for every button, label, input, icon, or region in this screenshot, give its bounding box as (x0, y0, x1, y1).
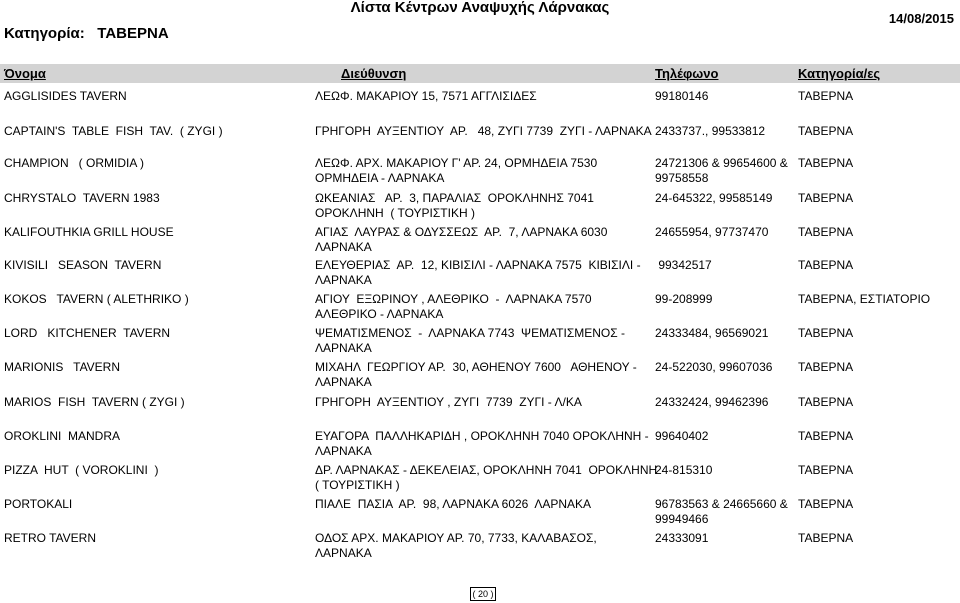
row-phone: 24655954, 97737470 (655, 225, 769, 239)
row-category: ΤΑΒΕΡΝΑ (798, 225, 854, 239)
column-header-bar (0, 64, 960, 83)
row-name: KALIFOUTHKIA GRILL HOUSE (4, 225, 174, 239)
row-name: PORTOKALI (4, 497, 73, 511)
row-name: OROKLINI MANDRA (4, 429, 121, 443)
report-title: Λίστα Κέντρων Αναψυχής Λάρνακας (350, 0, 610, 16)
column-header-address: Διεύθυνση (341, 66, 407, 81)
row-name: KIVISILI SEASON TAVERN (4, 258, 162, 272)
row-address: ΕΥΑΓΟΡΑ ΠΑΛΛΗΚΑΡΙΔΗ , ΟΡΟΚΛΗΝΗ 7040 ΟΡΟΚΛΗΝΗ - ΛΑΡΝΑΚΑ (315, 429, 649, 458)
row-phone: 24721306 & 99654600 & 99758558 (655, 156, 788, 185)
report-date: 14/08/2015 (888, 11, 954, 26)
row-address: ΨΕΜΑΤΙΣΜΕΝΟΣ - ΛΑΡΝΑΚΑ 7743 ΨΕΜΑΤΙΣΜΕΝΟΣ - ΛΑΡΝΑΚΑ (315, 326, 626, 355)
row-phone: 96783563 & 24665660 & 99949466 (655, 497, 788, 526)
row-address: ΓΡΗΓΟΡΗ ΑΥΞΕΝΤΙΟΥ , ΖΥΓΙ 7739 ΖΥΓΙ - Λ/ΚΑ (315, 395, 582, 409)
row-name: CAPTAIN'S TABLE FISH TAV. ( ZYGI ) (4, 124, 223, 138)
category-value: ΤΑΒΕΡΝΑ (97, 25, 169, 42)
row-name: RETRO TAVERN (4, 531, 97, 545)
column-header-category: Κατηγορία/ες (798, 66, 881, 81)
row-category: ΤΑΒΕΡΝΑ (798, 326, 854, 340)
row-category: ΤΑΒΕΡΝΑ (798, 156, 854, 170)
row-phone: 2433737., 99533812 (655, 124, 766, 138)
row-category: ΤΑΒΕΡΝΑ (798, 191, 854, 205)
row-category: ΤΑΒΕΡΝΑ (798, 463, 854, 477)
row-category: ΤΑΒΕΡΝΑ, ΕΣΤΙΑΤΟΡΙΟ (798, 292, 931, 306)
row-category: ΤΑΒΕΡΝΑ (798, 124, 854, 138)
row-category: ΤΑΒΕΡΝΑ (798, 395, 854, 409)
row-category: ΤΑΒΕΡΝΑ (798, 360, 854, 374)
category-label: Κατηγορία: (4, 25, 85, 42)
row-phone: 99342517 (655, 258, 712, 272)
row-category: ΤΑΒΕΡΝΑ (798, 497, 854, 511)
column-header-name: Όνομα (4, 66, 46, 81)
row-category: ΤΑΒΕΡΝΑ (798, 531, 854, 545)
row-address: ΜΙΧΑΗΛ ΓΕΩΡΓΙΟΥ ΑΡ. 30, ΑΘΗΕΝΟΥ 7600 ΑΘΗΕΝΟΥ - ΛΑΡΝΑΚΑ (315, 360, 637, 389)
row-address: ΛΕΩΦ. ΑΡΧ. ΜΑΚΑΡΙΟΥ Γ' ΑΡ. 24, ΟΡΜΗΔΕΙΑ 7530 ΟΡΜΗΔΕΙΑ - ΛΑΡΝΑΚΑ (315, 156, 598, 185)
row-phone: 24333484, 96569021 (655, 326, 769, 340)
row-address: ΓΡΗΓΟΡΗ ΑΥΞΕΝΤΙΟΥ ΑΡ. 48, ΖΥΓΙ 7739 ΖΥΓΙ - ΛΑΡΝΑΚΑ (315, 124, 652, 138)
row-category: ΤΑΒΕΡΝΑ (798, 429, 854, 443)
row-address: ΛΕΩΦ. ΜΑΚΑΡΙΟΥ 15, 7571 ΑΓΓΛΙΣΙΔΕΣ (315, 89, 537, 103)
row-phone: 24-522030, 99607036 (655, 360, 773, 374)
row-phone: 99640402 (655, 429, 709, 443)
row-phone: 24333091 (655, 531, 709, 545)
page-number: ( 20 ) (470, 587, 496, 601)
row-address: ΔΡ. ΛΑΡΝΑΚΑΣ - ΔΕΚΕΛΕΙΑΣ, ΟΡΟΚΛΗΝΗ 7041 ΟΡΟΚΛΗΝΗ ( ΤΟΥΡΙΣΤΙΚΗ ) (315, 463, 658, 492)
row-address: ΑΓΙΟΥ ΕΞΩΡΙΝΟΥ , ΑΛΕΘΡΙΚΟ - ΛΑΡΝΑΚΑ 7570 ΑΛΕΘΡΙΚΟ - ΛΑΡΝΑΚΑ (315, 292, 592, 321)
row-phone: 99180146 (655, 89, 709, 103)
row-name: CHRYSTALO TAVERN 1983 (4, 191, 160, 205)
row-phone: 24-645322, 99585149 (655, 191, 773, 205)
column-header-phone: Τηλέφωνο (655, 66, 719, 81)
row-address: ΕΛΕΥΘΕΡΙΑΣ ΑΡ. 12, ΚΙΒΙΣΙΛΙ - ΛΑΡΝΑΚΑ 7575 ΚΙΒΙΣΙΛΙ - ΛΑΡΝΑΚΑ (315, 258, 641, 287)
row-phone: 99-208999 (655, 292, 713, 306)
row-phone: 24-815310 (655, 463, 713, 477)
row-phone: 24332424, 99462396 (655, 395, 769, 409)
row-category: ΤΑΒΕΡΝΑ (798, 89, 854, 103)
row-address: ΟΔΟΣ ΑΡΧ. ΜΑΚΑΡΙΟΥ ΑΡ. 70, 7733, ΚΑΛΑΒΑΣΟΣ, ΛΑΡΝΑΚΑ (315, 531, 597, 560)
category-filter-line (4, 25, 169, 42)
row-name: MARIONIS TAVERN (4, 360, 121, 374)
row-category: ΤΑΒΕΡΝΑ (798, 258, 854, 272)
row-address: ΑΓΙΑΣ ΛΑΥΡΑΣ & ΟΔΥΣΣΕΩΣ ΑΡ. 7, ΛΑΡΝΑΚΑ 6030 ΛΑΡΝΑΚΑ (315, 225, 608, 254)
row-name: LORD KITCHENER TAVERN (4, 326, 171, 340)
row-address: ΩΚΕΑΝΙΑΣ ΑΡ. 3, ΠΑΡΑΛΙΑΣ ΟΡΟΚΛΗΝΗΣ 7041 ΟΡΟΚΛΗΝΗ ( ΤΟΥΡΙΣΤΙΚΗ ) (315, 191, 594, 220)
row-address: ΠΙΑΛΕ ΠΑΣΙΑ ΑΡ. 98, ΛΑΡΝΑΚΑ 6026 ΛΑΡΝΑΚΑ (315, 497, 592, 511)
row-name: MARIOS FISH TAVERN ( ZYGI ) (4, 395, 185, 409)
row-name: CHAMPION ( ORMIDIA ) (4, 156, 145, 170)
row-name: PIZZA HUT ( VOROKLINI ) (4, 463, 159, 477)
row-name: AGGLISIDES TAVERN (4, 89, 127, 103)
row-name: KOKOS TAVERN ( ALETHRIKO ) (4, 292, 189, 306)
